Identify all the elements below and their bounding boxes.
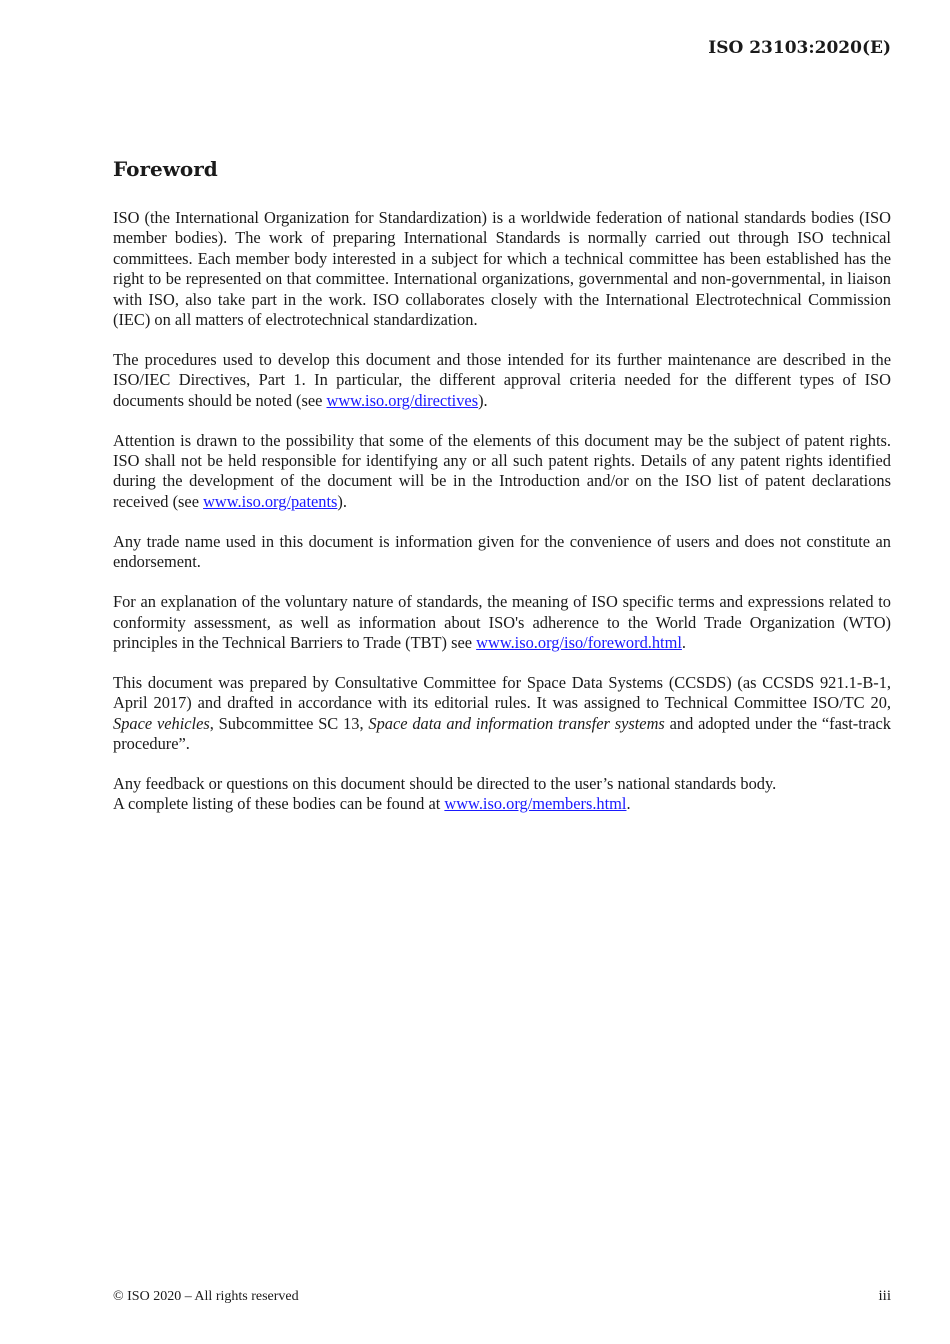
paragraph-text: For an explanation of the voluntary nature of standards, the meaning of ISO specific terms and expressions related to conformity assessment, as well as information about ISO's adherence to the World Trade Organization (WTO) principles in the Technical Barriers to Trade (TBT) see <box>113 592 891 652</box>
paragraph-text: ). <box>337 491 347 511</box>
page-number: iii <box>878 1288 891 1304</box>
foreword-body <box>113 208 891 834</box>
directives-link[interactable]: www.iso.org/directives <box>326 390 479 410</box>
paragraph-text: , Subcommittee SC 13, <box>209 713 369 733</box>
paragraph-procedures <box>113 350 891 411</box>
paragraph-text: This document was prepared by Consultative Committee for Space Data Systems (CCSDS) (as CCSDS 921.1-B-1, April 2017) and drafted in accordance with its editorial rules. It was assigned to Technical Committee ISO/TC 20, <box>113 672 891 713</box>
copyright-notice: © ISO 2020 – All rights reserved <box>113 1289 299 1304</box>
paragraph-trade-name: Any trade name used in this document is information given for the convenience of users and does not constitute an endorsement. <box>113 531 891 572</box>
paragraph-feedback <box>113 774 891 815</box>
paragraph-text: ). <box>478 390 488 410</box>
paragraph-text: Attention is drawn to the possibility that some of the elements of this document may be the subject of patent rights. ISO shall not be held responsible for identifying any or all such patent rights. Details of any patent rights identified during the development of the document will be in the Introduction and/or on the ISO list of patent declarations received (see <box>113 430 891 511</box>
paragraph-text: . <box>681 632 687 652</box>
patents-link[interactable]: www.iso.org/patents <box>203 491 338 511</box>
paragraph-text: . <box>626 794 631 814</box>
section-title: Foreword <box>113 157 218 181</box>
paragraph-text: Any feedback or questions on this document should be directed to the user’s national standards body. <box>113 773 777 793</box>
italic-space-vehicles: Space vehicles <box>113 713 210 733</box>
paragraph-text: The procedures used to develop this document and those intended for its further maintenance are described in the ISO/IEC Directives, Part 1. In particular, the different approval criteria needed for the different types of ISO documents should be noted (see <box>113 349 891 410</box>
paragraph-patents <box>113 431 891 513</box>
paragraph-text: A complete listing of these bodies can be found at <box>113 794 445 814</box>
members-link[interactable]: www.iso.org/members.html <box>444 794 627 814</box>
paragraph-iso-intro: ISO (the International Organization for Standardization) is a worldwide federation of national standards bodies (ISO member bodies). The work of preparing International Standards is normally carried out through ISO technical committees. Each member body interested in a subject for which a technical committee has been established has the right to be represented on that committee. International organizations, governmental and non-governmental, in liaison with ISO, also take part in the work. ISO collaborates closely with the International Electrotechnical Commission (IEC) on all matters of electrotechnical standardization. <box>113 208 891 330</box>
italic-subcommittee-title: Space data and information transfer systems <box>368 713 665 733</box>
paragraph-prepared-by <box>113 673 891 755</box>
document-id: ISO 23103:2020(E) <box>708 38 891 58</box>
foreword-link[interactable]: www.iso.org/iso/foreword.html <box>476 632 682 652</box>
paragraph-voluntary-nature <box>113 592 891 653</box>
paragraph-text: and adopted under the “fast-track procedure”. <box>113 713 891 754</box>
